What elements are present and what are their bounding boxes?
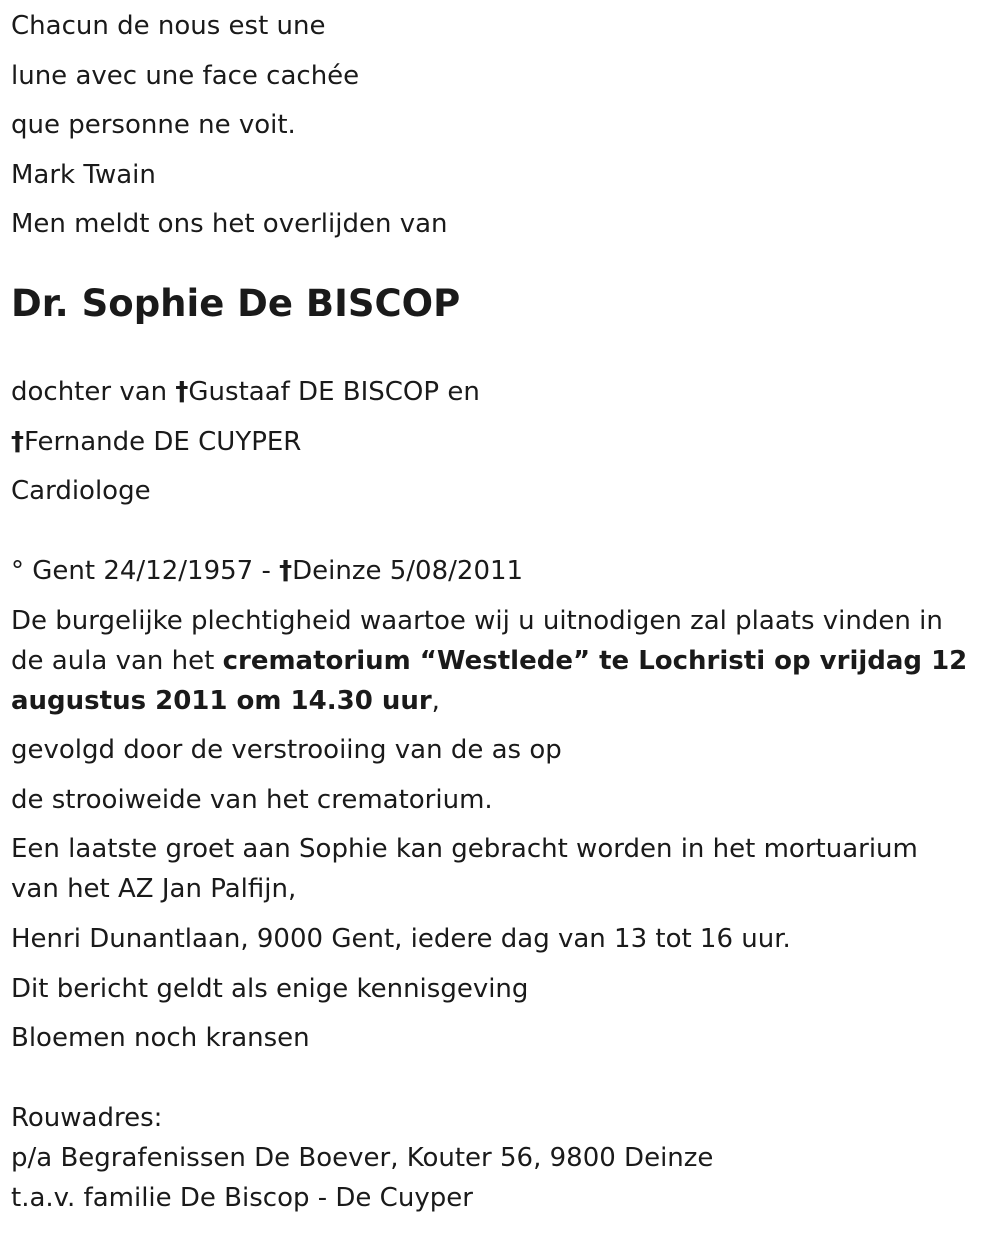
ceremony-text bbox=[11, 601, 971, 721]
notice-line-2: Bloemen noch kransen bbox=[11, 1023, 310, 1054]
cross-icon: † bbox=[279, 556, 293, 586]
address-label: Rouwadres: bbox=[11, 1103, 163, 1133]
ash-line-1: gevolgd door de verstrooiing van de as op bbox=[11, 735, 562, 766]
ceremony-tail: , bbox=[431, 685, 440, 716]
cross-icon: † bbox=[11, 426, 24, 457]
address-line-1: p/a Begrafenissen De Boever, Kouter 56, 9800 Deinze bbox=[11, 1143, 714, 1173]
parents-line-1 bbox=[11, 372, 480, 412]
farewell-line-1: Een laatste groet aan Sophie kan gebracht worden in het mortuarium van het AZ Jan Palfijn, bbox=[11, 834, 918, 905]
ceremony-intro: De burgelijke plechtigheid waartoe wij u uitnodigen zal plaats vinden in de aula van het bbox=[11, 605, 943, 676]
quote-author: Mark Twain bbox=[11, 159, 156, 190]
father-name: Gustaaf DE BISCOP en bbox=[188, 377, 480, 407]
mother-name: Fernande DE CUYPER bbox=[24, 426, 302, 457]
parents-line-2 bbox=[11, 422, 480, 462]
parents-prefix: dochter van bbox=[11, 377, 168, 407]
notice-line-1: Dit bericht geldt als enige kennisgeving bbox=[11, 973, 529, 1004]
quote-block bbox=[11, 6, 448, 244]
announcement-text: Men meldt ons het overlijden van bbox=[11, 209, 448, 240]
life-dates bbox=[11, 551, 971, 591]
address-line-2: t.a.v. familie De Biscop - De Cuyper bbox=[11, 1183, 473, 1213]
death-date: Deinze 5/08/2011 bbox=[292, 556, 524, 586]
birth-date: Gent 24/12/1957 - bbox=[32, 556, 271, 586]
quote-line-1: Chacun de nous est une bbox=[11, 11, 326, 41]
farewell-line-2: Henri Dunantlaan, 9000 Gent, iedere dag van 13 tot 16 uur. bbox=[11, 923, 791, 954]
deceased-name: Dr. Sophie De BISCOP bbox=[11, 282, 461, 325]
birth-symbol: ° bbox=[11, 556, 24, 586]
profession: Cardiologe bbox=[11, 476, 151, 507]
cross-icon: † bbox=[175, 377, 189, 407]
quote-line-2: lune avec une face cachée bbox=[11, 60, 360, 91]
address-block bbox=[11, 1098, 713, 1218]
body-block bbox=[11, 551, 971, 1058]
ceremony-location: crematorium “Westlede” te Lochristi op vrijdag 12 augustus 2011 om 14.30 uur bbox=[11, 645, 968, 716]
quote-line-3: que personne ne voit. bbox=[11, 110, 296, 141]
family-block bbox=[11, 372, 480, 511]
ash-line-2: de strooiweide van het crematorium. bbox=[11, 784, 493, 815]
